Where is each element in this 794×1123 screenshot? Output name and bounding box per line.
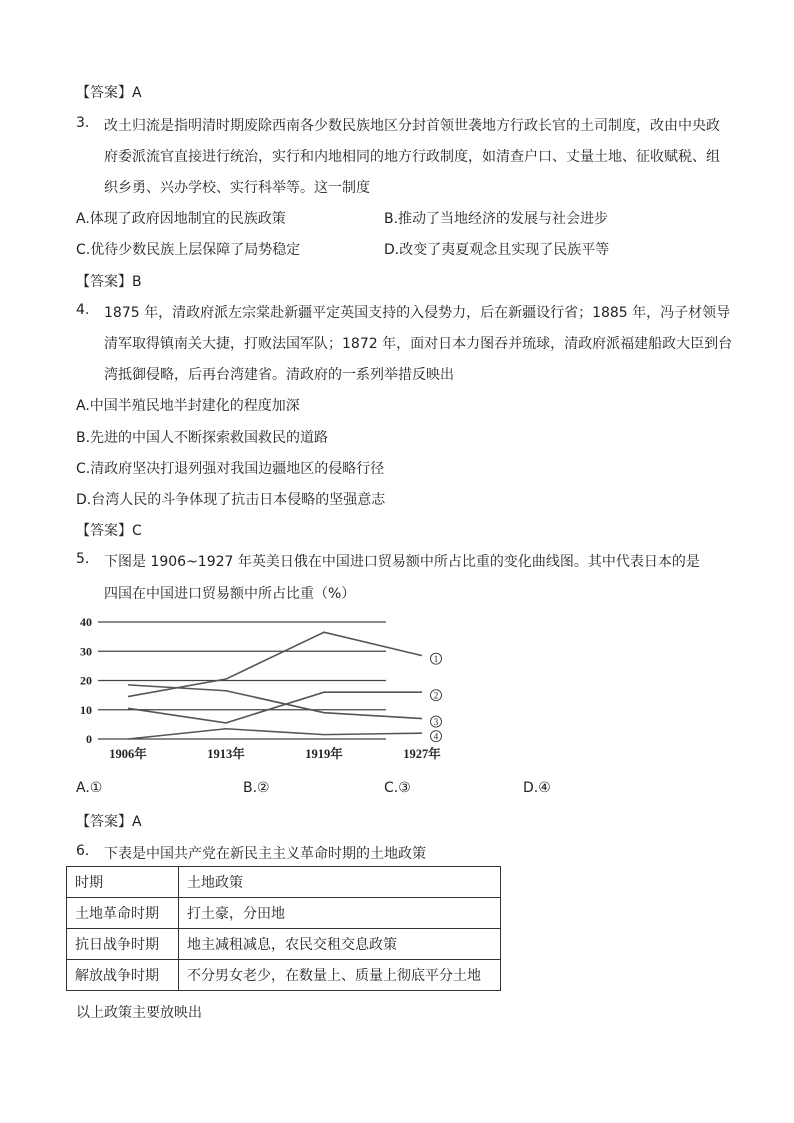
q5-option-c: C.③ bbox=[384, 780, 411, 796]
q4-line-3: 湾抵御侵略，后再台湾建省。清政府的一系列举措反映出 bbox=[104, 367, 454, 383]
q3-line-3: 织乡勇、兴办学校、实行科举等。这一制度 bbox=[104, 180, 370, 196]
x-tick-label: 1906年 bbox=[109, 747, 147, 761]
y-tick-label: 20 bbox=[80, 673, 92, 688]
q3-line-1: 改土归流是指明清时期废除西南各少数民族地区分封首领世袭地方行政长官的土司制度，改由中央政 bbox=[104, 118, 720, 134]
table-row bbox=[67, 898, 501, 929]
answer-q3: 【答案】B bbox=[76, 274, 142, 290]
table-header-row bbox=[67, 867, 501, 898]
answer-q2: 【答案】A bbox=[76, 85, 142, 101]
q4-option-d: D.台湾人民的斗争体现了抗击日本侵略的坚强意志 bbox=[76, 492, 386, 508]
table-cell: 不分男女老少，在数量上、质量上彻底平分土地 bbox=[179, 960, 501, 991]
q5-option-b: B.② bbox=[243, 780, 270, 796]
x-tick-label: 1913年 bbox=[207, 747, 245, 761]
q4-line-2: 清军取得镇南关大捷，打败法国军队；1872 年，面对日本力图吞并琉球，清政府派福建船政大臣到台 bbox=[104, 336, 733, 352]
line-chart bbox=[70, 610, 441, 770]
table-cell: 地主减租减息，农民交租交息政策 bbox=[179, 929, 501, 960]
q5-line-1: 下图是 1906~1927 年英美日俄在中国进口贸易额中所占比重的变化曲线图。其中代表日本的是 bbox=[104, 554, 700, 570]
series-label: 2 bbox=[433, 690, 439, 701]
series-line bbox=[128, 692, 422, 723]
q4-option-c: C.清政府坚决打退列强对我国边疆地区的侵略行径 bbox=[76, 461, 385, 477]
q4-option-b: B.先进的中国人不断探索救国救民的道路 bbox=[76, 430, 329, 446]
q3-line-2: 府委派流官直接进行统治，实行和内地相同的地方行政制度，如清查户口、丈量土地、征收赋税、组 bbox=[104, 149, 720, 165]
y-tick-label: 30 bbox=[80, 644, 92, 659]
chart-title: 四国在中国进口贸易额中所占比重（%） bbox=[104, 586, 356, 602]
q4-option-a: A.中国半殖民地半封建化的程度加深 bbox=[76, 398, 300, 414]
series-line bbox=[128, 729, 422, 739]
table-cell: 解放战争时期 bbox=[67, 960, 179, 991]
answer-q4: 【答案】C bbox=[76, 523, 142, 539]
answer-q5: 【答案】A bbox=[76, 814, 142, 830]
table-row bbox=[67, 929, 501, 960]
series-label: 3 bbox=[433, 717, 439, 728]
q3-option-d: D.改变了夷夏观念且实现了民族平等 bbox=[384, 242, 610, 258]
q5-number: 5. bbox=[76, 551, 90, 567]
q5-option-d: D.④ bbox=[523, 780, 551, 796]
q3-number: 3. bbox=[76, 115, 90, 131]
y-tick-label: 0 bbox=[86, 732, 92, 746]
x-tick-label: 1927年 bbox=[403, 747, 441, 761]
q6-number: 6. bbox=[76, 843, 90, 859]
series-label: 4 bbox=[433, 731, 439, 742]
y-tick-label: 10 bbox=[80, 702, 92, 717]
q3-option-a: A.体现了政府因地制宜的民族政策 bbox=[76, 211, 286, 227]
series-line bbox=[128, 685, 422, 719]
x-tick-label: 1919年 bbox=[305, 747, 343, 761]
table-row bbox=[67, 960, 501, 991]
y-tick-label: 40 bbox=[80, 615, 92, 629]
land-policy-table bbox=[66, 866, 501, 991]
series-label: 1 bbox=[433, 654, 439, 665]
q3-option-b: B.推动了当地经济的发展与社会进步 bbox=[384, 211, 609, 227]
table-header-cell: 时期 bbox=[67, 867, 179, 898]
table-cell: 打土豪，分田地 bbox=[179, 898, 501, 929]
q6-after-text: 以上政策主要放映出 bbox=[76, 1005, 202, 1021]
q5-option-a: A.① bbox=[76, 780, 103, 796]
table-header-cell: 土地政策 bbox=[179, 867, 501, 898]
q6-line-1: 下表是中国共产党在新民主主义革命时期的土地政策 bbox=[104, 846, 426, 862]
q3-option-c: C.优待少数民族上层保障了局势稳定 bbox=[76, 242, 301, 258]
table-cell: 抗日战争时期 bbox=[67, 929, 179, 960]
table-cell: 土地革命时期 bbox=[67, 898, 179, 929]
q4-number: 4. bbox=[76, 302, 90, 318]
q4-line-1: 1875 年，清政府派左宗棠赴新疆平定英国支持的入侵势力，后在新疆设行省；1885 年，冯子材领导 bbox=[104, 305, 731, 321]
